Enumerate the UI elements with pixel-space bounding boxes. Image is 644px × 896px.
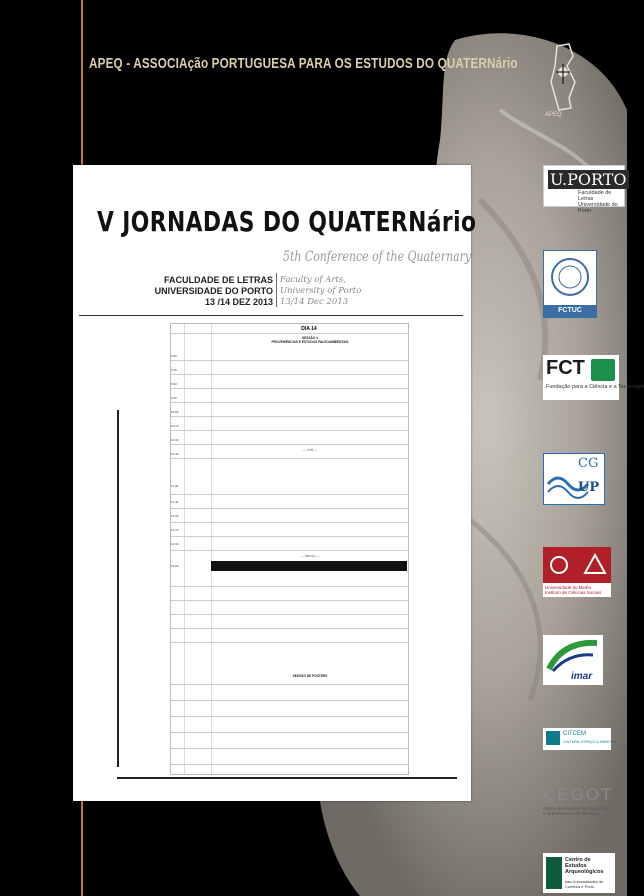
session-banner (211, 561, 407, 571)
poster-bottom-rule (117, 777, 457, 779)
uporto-mark: U.PORTO (550, 170, 627, 189)
venue-pt (155, 275, 273, 308)
imar-text: imar (571, 671, 593, 682)
schedule-row-line (171, 628, 408, 629)
apeq-map-icon (543, 42, 583, 122)
schedule-row-line (171, 586, 408, 587)
schedule-column-line (211, 324, 212, 774)
poster-vertical-bar (117, 410, 119, 767)
schedule-row-line (171, 748, 408, 749)
poster-title: V JORNADAS DO QUATERNário (97, 205, 477, 238)
schedule-time: 9:45 (171, 396, 177, 400)
schedule-time: 12:15 (171, 528, 179, 532)
uporto-text: Faculdade de Letras Universidade do Porto (578, 190, 618, 214)
citcem-subtext: CULTURA, ESPAÇO & MEMÓRIA (563, 740, 617, 744)
schedule-row-line (171, 684, 408, 685)
schedule-row-line (171, 374, 408, 375)
faculdade-letras-logo (543, 165, 627, 214)
apeq-logo-text: APEQ (545, 112, 562, 118)
schedule-row-line (171, 700, 408, 701)
schedule-time: 9:15 (171, 368, 177, 372)
citcem-text: CITCEM (563, 731, 586, 737)
imar-logo (543, 635, 603, 685)
poster-top-rule (79, 315, 463, 316)
fctuc-logo (543, 250, 597, 318)
schedule-time: 10:00 (171, 410, 179, 414)
uminho-text: Universidade do Minho Instituto de Ciências Sociais (545, 585, 602, 595)
association-header: APEQ - ASSOCIAção PORTUGUESA PARA OS ESTUDOS DO QUATERNário (89, 55, 518, 72)
cea-emblem-icon (546, 857, 562, 889)
schedule-time: 9:00 (171, 354, 177, 358)
schedule-row-line (171, 402, 408, 403)
schedule-row-line (171, 550, 408, 551)
session-theme: PROVENIÊNCIAS E ESTUDOS PALEOAMBIENTAIS (271, 340, 349, 344)
schedule-row-line (171, 614, 408, 615)
fctuc-text: FCTUC (544, 305, 596, 317)
schedule-row-line (171, 522, 408, 523)
uminho-logo (543, 547, 611, 597)
schedule-column-line (184, 324, 185, 774)
venue-pt-line: 13 /14 DEZ 2013 (204, 297, 273, 307)
apeq-logo (543, 42, 583, 122)
venue-en-line: University of Porto (280, 286, 362, 296)
schedule-time: 9:30 (171, 382, 177, 386)
venue-en-line: Faculty of Arts, (280, 275, 346, 285)
fct-mark: FCT (546, 357, 585, 379)
fct-text: Fundação para a Ciência e a Tecnologia (546, 384, 644, 390)
venue-en (280, 275, 361, 308)
schedule-row-line (171, 458, 408, 459)
schedule-time: 12:30 (171, 542, 179, 546)
coffee-break: — Café — (302, 448, 318, 452)
uminho-emblem (543, 547, 611, 583)
schedule-row-line (171, 388, 408, 389)
schedule-row-line (171, 732, 408, 733)
schedule-time: 13:00 (171, 564, 179, 568)
schedule-row-line (171, 764, 408, 765)
swoosh-icon (543, 635, 603, 675)
schedule-table (170, 323, 409, 775)
lunch-break: — Almoço — (300, 554, 320, 558)
schedule-row-line (171, 430, 408, 431)
schedule-time: 12:00 (171, 514, 179, 518)
venue-divider (276, 273, 277, 307)
poster-subtitle: 5th Conference of the Quaternary (283, 249, 472, 265)
conference-poster (73, 165, 477, 801)
schedule-row-line (171, 494, 408, 495)
poster-session-label: SESSÃO DE POSTERS (292, 674, 328, 678)
seal-icon (544, 251, 596, 305)
cea-subtext: das Universidades de Coimbra e Porto (565, 879, 604, 889)
schedule-row-line (171, 508, 408, 509)
schedule-row-line (171, 444, 408, 445)
schedule-time: 11:45 (171, 500, 179, 504)
cgup-top: CG (578, 456, 599, 471)
cegot-logo (543, 785, 613, 825)
session-label: SESSÃO 4 (302, 336, 318, 340)
cea-logo (543, 853, 615, 893)
schedule-time: 10:45 (171, 452, 179, 456)
fct-logo (543, 355, 644, 400)
cegot-subtext: Centro de Estudos de Geografia e Ordenamento do Território (543, 806, 608, 816)
cgup-logo (543, 453, 605, 505)
citcem-grid-icon (546, 731, 560, 745)
schedule-row-line (171, 360, 408, 361)
cegot-text: CEGOT (543, 785, 614, 804)
schedule-row-line (171, 716, 408, 717)
schedule-row-line (171, 416, 408, 417)
cgup-bottom: UP (578, 480, 600, 495)
schedule-time: 11:30 (171, 484, 179, 488)
schedule-time: 10:30 (171, 438, 179, 442)
venue-pt-line: FACULDADE DE LETRAS (163, 275, 273, 285)
venue-en-line: 13/14 Dec 2013 (280, 297, 349, 307)
schedule-row-line (171, 536, 408, 537)
venue-pt-line: UNIVERSIDADE DO PORTO (154, 286, 273, 296)
citcem-logo (543, 728, 617, 750)
schedule-row-line (171, 642, 408, 643)
triangle-icon (543, 547, 611, 583)
schedule-time: 10:15 (171, 424, 179, 428)
cea-text: Centro de Estudos Arqueológicos (565, 857, 604, 875)
schedule-row-line (171, 333, 408, 334)
fct-square-icon (591, 359, 615, 381)
schedule-day: DIA 14 (301, 326, 317, 332)
schedule-row-line (171, 600, 408, 601)
